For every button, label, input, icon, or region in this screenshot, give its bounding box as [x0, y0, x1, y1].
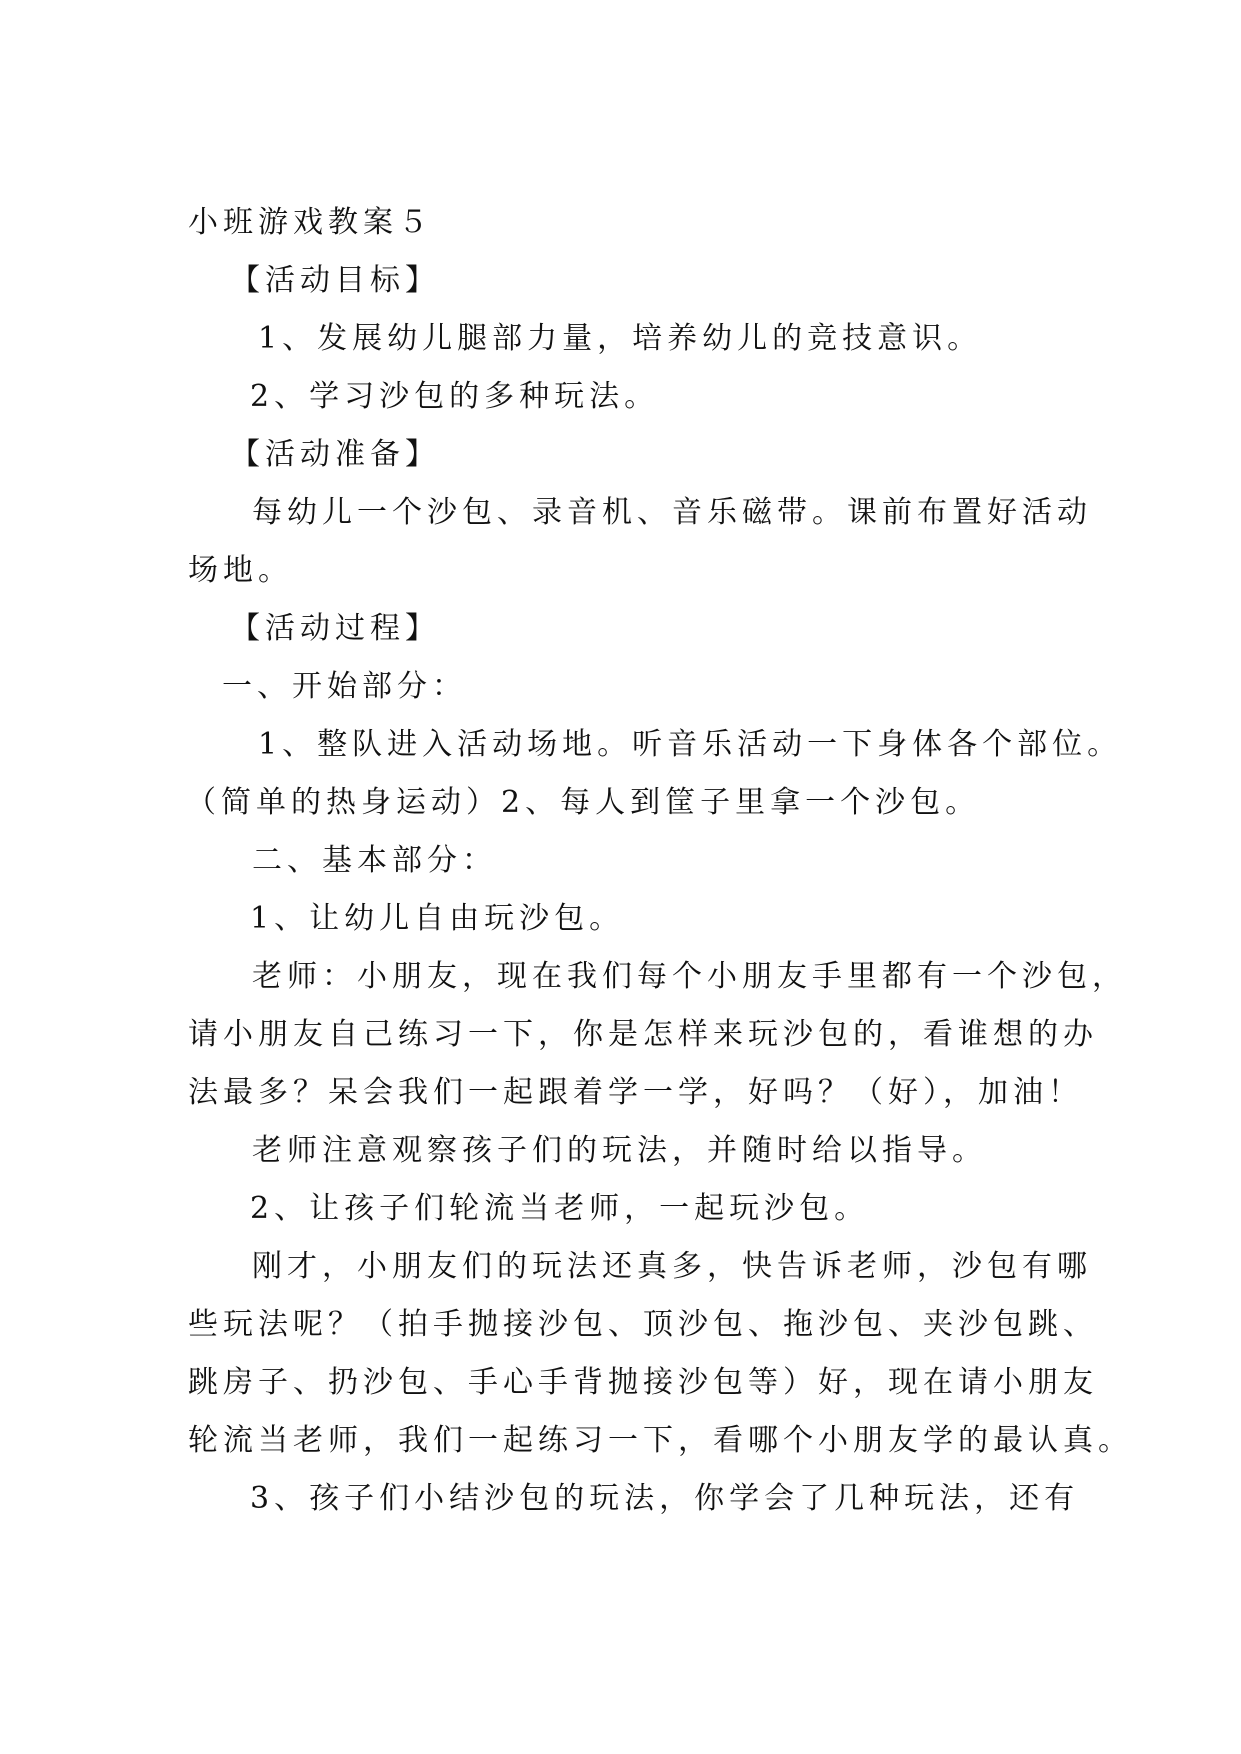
paragraph-line: 老师：小朋友，现在我们每个小朋友手里都有一个沙包， [252, 959, 1127, 994]
document-title: 小班游戏教案５ [188, 205, 433, 240]
paragraph-line: 轮流当老师，我们一起练习一下，看哪个小朋友学的最认真。 [188, 1423, 1133, 1458]
subsection-heading: 一、开始部分： [222, 669, 467, 704]
paragraph-line: 请小朋友自己练习一下，你是怎样来玩沙包的，看谁想的办 [188, 1017, 1098, 1052]
paragraph-line: 跳房子、扔沙包、手心手背抛接沙包等）好，现在请小朋友 [188, 1365, 1098, 1400]
paragraph-line: （简单的热身运动）2、每人到筐子里拿一个沙包。 [186, 785, 981, 820]
section-heading-goals: 【活动目标】 [230, 263, 440, 298]
paragraph-line: 每幼儿一个沙包、录音机、音乐磁带。课前布置好活动 [252, 495, 1092, 530]
paragraph-line: 法最多？呆会我们一起跟着学一学，好吗？（好），加油！ [188, 1075, 1083, 1110]
paragraph-line: 1、整队进入活动场地。听音乐活动一下身体各个部位。 [258, 727, 1123, 762]
paragraph-line: 3、孩子们小结沙包的玩法，你学会了几种玩法，还有 [250, 1481, 1080, 1516]
section-heading-process: 【活动过程】 [230, 611, 440, 646]
paragraph-line: 刚才，小朋友们的玩法还真多，快告诉老师，沙包有哪 [252, 1249, 1092, 1284]
subsection-heading: 二、基本部分： [252, 843, 497, 878]
paragraph-line: 场地。 [188, 553, 293, 588]
paragraph-line: 1、发展幼儿腿部力量，培养幼儿的竞技意识。 [258, 321, 983, 356]
paragraph-line: 2、让孩子们轮流当老师，一起玩沙包。 [250, 1191, 870, 1226]
paragraph-line: 2、学习沙包的多种玩法。 [250, 379, 660, 414]
paragraph-line: 1、让幼儿自由玩沙包。 [250, 901, 625, 936]
paragraph-line: 老师注意观察孩子们的玩法，并随时给以指导。 [252, 1133, 987, 1168]
section-heading-prep: 【活动准备】 [230, 437, 440, 472]
paragraph-line: 些玩法呢？（拍手抛接沙包、顶沙包、拖沙包、夹沙包跳、 [188, 1307, 1098, 1342]
